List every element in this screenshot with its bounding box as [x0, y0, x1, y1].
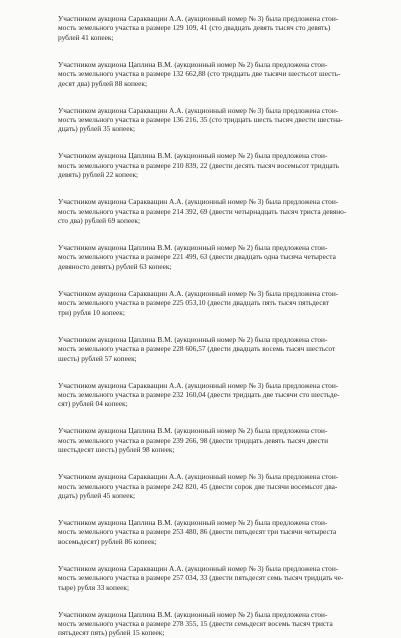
bid-text-line: Участником аукциона Саракващин А.А. (аукционный номер № 3) была предложена стои-	[58, 197, 339, 207]
bid-text-line: дцать) рублей 45 копеек;	[58, 490, 136, 500]
bid-text-line: Участником аукциона Саракващин А.А. (аукционный номер № 3) была предложена стои-	[58, 472, 339, 482]
bid-paragraph	[58, 564, 361, 592]
bid-text-line: Участником аукциона Цаплина В.М. (аукционный номер № 2) была предложена стои-	[58, 243, 328, 253]
bid-text-line: мость земельного участка в размере 129 109, 41 (сто двадцать девять тысяч сто девять)	[58, 23, 331, 33]
bid-text-line: мость земельного участка в размере 214 392, 69 (двести четырнадцать тысяч триста девяно-	[58, 206, 347, 216]
bid-paragraph	[58, 381, 361, 409]
bid-text-line: мость земельного участка в размере 242 820, 45 (двести сорок две тысячи восемьсот два-	[58, 481, 338, 491]
bid-paragraph	[58, 472, 361, 500]
bid-text-line: сто два) рублей 69 копеек;	[58, 216, 141, 226]
bid-text-line: восемьдесят) рублей 86 копеек;	[58, 536, 157, 546]
bid-paragraph	[58, 518, 361, 546]
bid-text-line: девяносто девять) рублей 63 копеек;	[58, 261, 172, 271]
bid-paragraph	[58, 610, 361, 638]
bid-paragraph	[58, 426, 361, 454]
bid-text-line: рублей 41 копеек;	[58, 32, 114, 42]
bid-text-line: Участником аукциона Цаплина В.М. (аукционный номер № 2) была предложена стои-	[58, 609, 328, 619]
bid-text-line: Участником аукциона Цаплина В.М. (аукционный номер № 2) была предложена стои-	[58, 517, 328, 527]
bid-text-line: мость земельного участка в размере 136 216, 35 (сто тридцать шесть тысяч двести шестна-	[58, 115, 343, 125]
bid-text-line: шестьдесят шесть) рублей 98 копеек;	[58, 445, 175, 455]
bid-text-line: Участником аукциона Саракващин А.А. (аукционный номер № 3) была предложена стои-	[58, 380, 339, 390]
bid-paragraph	[58, 106, 361, 134]
bid-paragraph	[58, 151, 361, 179]
bid-text-line: Участником аукциона Саракващин А.А. (аукционный номер № 3) была предложена стои-	[58, 288, 339, 298]
bid-text-line: Участником аукциона Цаплина В.М. (аукционный номер № 2) была предложена стои-	[58, 426, 328, 436]
bid-text-line: три) рубля 10 копеек;	[58, 307, 125, 317]
bid-text-line: Участником аукциона Саракващин А.А. (аукционный номер № 3) была предложена стои-	[58, 14, 339, 23]
bid-text-line: Участником аукциона Цаплина В.М. (аукционный номер № 2) была предложена стои-	[58, 151, 328, 161]
bid-text-line: мость земельного участка в размере 210 839, 22 (двести десять тысяч восемьсот тридцать	[58, 160, 340, 170]
bid-text-line: Участником аукциона Цаплина В.М. (аукционный номер № 2) была предложена стои-	[58, 59, 328, 69]
bid-text-line: мость земельного участка в размере 253 480, 86 (двести пятьдесят три тысячи четыреста	[58, 527, 337, 537]
bid-text-line: Участником аукциона Цаплина В.М. (аукционный номер № 2) была предложена стои-	[58, 334, 328, 344]
bid-text-line: пятьдесят пять) рублей 15 копеек;	[58, 628, 165, 638]
bid-text-line: мость земельного участка в размере 278 355, 15 (двести семьдесят восемь тысяч триста	[58, 618, 333, 628]
bid-paragraph	[58, 289, 361, 317]
bid-text-line: мость земельного участка в размере 225 053,10 (двести двадцать пять тысяч пятьдесят	[58, 298, 330, 308]
bid-text-line: мость земельного участка в размере 228 606,57 (двести двадцать восемь тысяч шестьсот	[58, 344, 336, 354]
bid-text-line: тыре) рубля 33 копеек;	[58, 582, 130, 592]
bid-paragraph	[58, 335, 361, 363]
auction-bids-list	[58, 14, 361, 638]
bid-text-line: мость земельного участка в размере 221 499, 63 (двести двадцать одна тысяча четыреста	[58, 252, 336, 262]
bid-text-line: мость земельного участка в размере 232 160,04 (двести тридцать две тысячи сто шестьде-	[58, 389, 340, 399]
bid-text-line: мость земельного участка в размере 257 034, 33 (двести пятьдесят семь тысяч тридцать че-	[58, 573, 344, 583]
bid-text-line: Участником аукциона Саракващин А.А. (аукционный номер № 3) была предложена стои-	[58, 105, 339, 115]
bid-paragraph	[58, 14, 361, 42]
bid-text-line: шесть) рублей 57 копеек;	[58, 353, 137, 363]
bid-text-line: девять) рублей 22 копеек;	[58, 170, 139, 180]
bid-text-line: десят два) рублей 88 копеек;	[58, 78, 148, 88]
bid-text-line: сят) рублей 04 копеек;	[58, 399, 128, 409]
bid-paragraph	[58, 197, 361, 225]
bid-text-line: мость земельного участка в размере 239 266, 98 (двести тридцать девять тысяч двести	[58, 435, 329, 445]
bid-text-line: дцать) рублей 35 копеек;	[58, 124, 136, 134]
bid-paragraph	[58, 243, 361, 271]
bid-text-line: Участником аукциона Саракващин А.А. (аукционный номер № 3) была предложена стои-	[58, 563, 339, 573]
bid-text-line: мость земельного участка в размере 132 662,88 (сто тридцать две тысячи шестьсот шесть-	[58, 69, 341, 79]
bid-paragraph	[58, 60, 361, 88]
